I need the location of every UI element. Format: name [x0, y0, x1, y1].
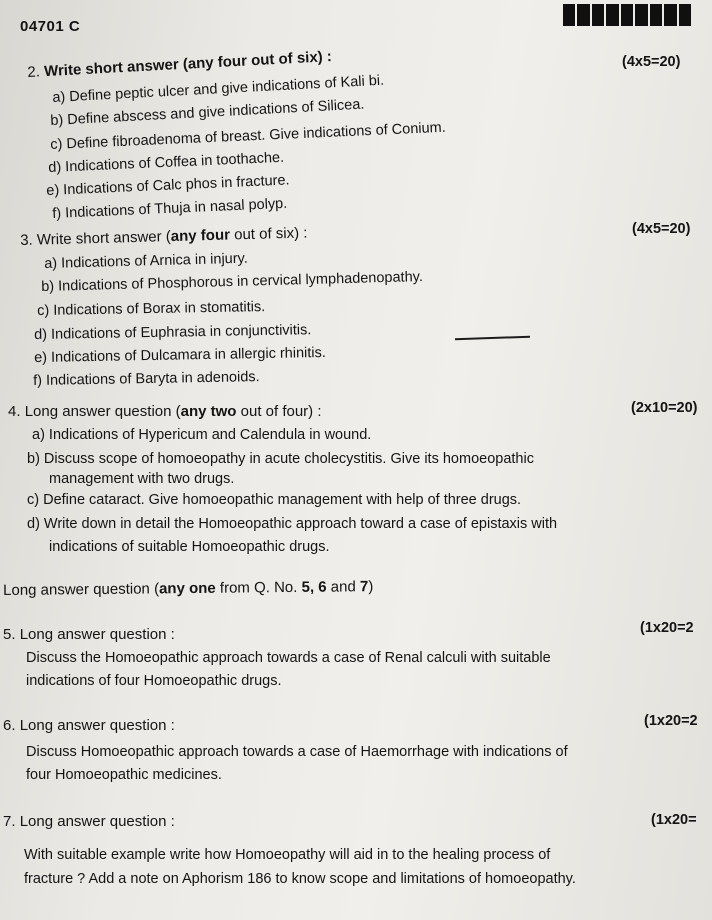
- question-2-item-d: d) Indications of Coffea in toothache.: [48, 149, 285, 176]
- question-2-heading: 2. Write short answer (any four out of six) :: [27, 48, 333, 81]
- paper-code: 04701 C: [20, 18, 81, 35]
- question-3-item-e: e) Indications of Dulcamara in allergic rhinitis.: [34, 344, 326, 366]
- question-2-item-e: e) Indications of Calc phos in fracture.: [46, 172, 290, 199]
- question-3-item-a: a) Indications of Arnica in injury.: [44, 250, 248, 272]
- question-6-line-1: Discuss Homoeopathic approach towards a case of Haemorrhage with indications of: [26, 744, 568, 760]
- question-5-heading: 5. Long answer question :: [3, 626, 175, 643]
- question-4-item-d-cont: indications of suitable Homoeopathic drugs.: [49, 539, 330, 555]
- question-6-line-2: four Homoeopathic medicines.: [26, 767, 222, 783]
- question-4-item-a: a) Indications of Hypericum and Calendula in wound.: [32, 427, 372, 443]
- question-5-line-2: indications of four Homoeopathic drugs.: [26, 673, 282, 689]
- question-6-title: Long answer question :: [19, 717, 175, 734]
- question-7-line-1: With suitable example write how Homoeopathy will aid in to the healing process of: [24, 847, 551, 863]
- question-5-marks: (1x20=2: [640, 620, 694, 636]
- question-5-title: Long answer question :: [19, 626, 175, 643]
- question-4-item-c: c) Define cataract. Give homoeopathic management with help of three drugs.: [27, 492, 522, 508]
- long-answer-intro: Long answer question (any one from Q. No. 5, 6 and 7): [3, 578, 374, 599]
- pen-stroke: [455, 336, 530, 341]
- question-2-item-a: a) Define peptic ulcer and give indications of Kali bi.: [52, 72, 385, 106]
- question-2-item-f: f) Indications of Thuja in nasal polyp.: [52, 195, 288, 222]
- question-3-item-f: f) Indications of Baryta in adenoids.: [33, 369, 260, 389]
- question-2-item-c: c) Define fibroadenoma of breast. Give indications of Conium.: [50, 119, 447, 153]
- question-2-item-b: b) Define abscess and give indications of Silicea.: [50, 96, 365, 129]
- question-6-heading: 6. Long answer question :: [3, 717, 175, 734]
- question-2-title: Write short answer (any four out of six) :: [43, 48, 333, 81]
- question-2-marks: (4x5=20): [622, 54, 681, 70]
- question-3-marks: (4x5=20): [632, 221, 691, 237]
- question-7-line-2: fracture ? Add a note on Aphorism 186 to know scope and limitations of homoeopathy.: [24, 871, 576, 887]
- question-3-item-c: c) Indications of Borax in stomatitis.: [37, 299, 266, 319]
- question-3-item-d: d) Indications of Euphrasia in conjunctivitis.: [34, 322, 312, 343]
- question-7-marks: (1x20=: [651, 812, 697, 828]
- question-7-title: Long answer question :: [19, 813, 175, 830]
- barcode: [563, 4, 691, 26]
- question-3-title: Write short answer (any four out of six) :: [36, 224, 308, 249]
- question-6-marks: (1x20=2: [644, 713, 698, 729]
- question-4-item-b: b) Discuss scope of homoeopathy in acute cholecystitis. Give its homoeopathic: [27, 451, 534, 467]
- question-7-heading: 7. Long answer question :: [3, 813, 175, 830]
- question-4-marks: (2x10=20): [631, 400, 698, 416]
- question-4-heading: 4. Long answer question (any two out of four) :: [8, 403, 322, 420]
- question-3-heading: 3. Write short answer (any four out of six) :: [20, 224, 308, 249]
- question-5-line-1: Discuss the Homoeopathic approach towards a case of Renal calculi with suitable: [26, 650, 551, 666]
- question-4-item-d: d) Write down in detail the Homoeopathic approach toward a case of epistaxis with: [27, 516, 558, 532]
- question-3-item-b: b) Indications of Phosphorous in cervical lymphadenopathy.: [41, 269, 424, 295]
- question-4-title: Long answer question (any two out of four) :: [24, 403, 322, 420]
- question-4-item-b-cont: management with two drugs.: [49, 471, 235, 487]
